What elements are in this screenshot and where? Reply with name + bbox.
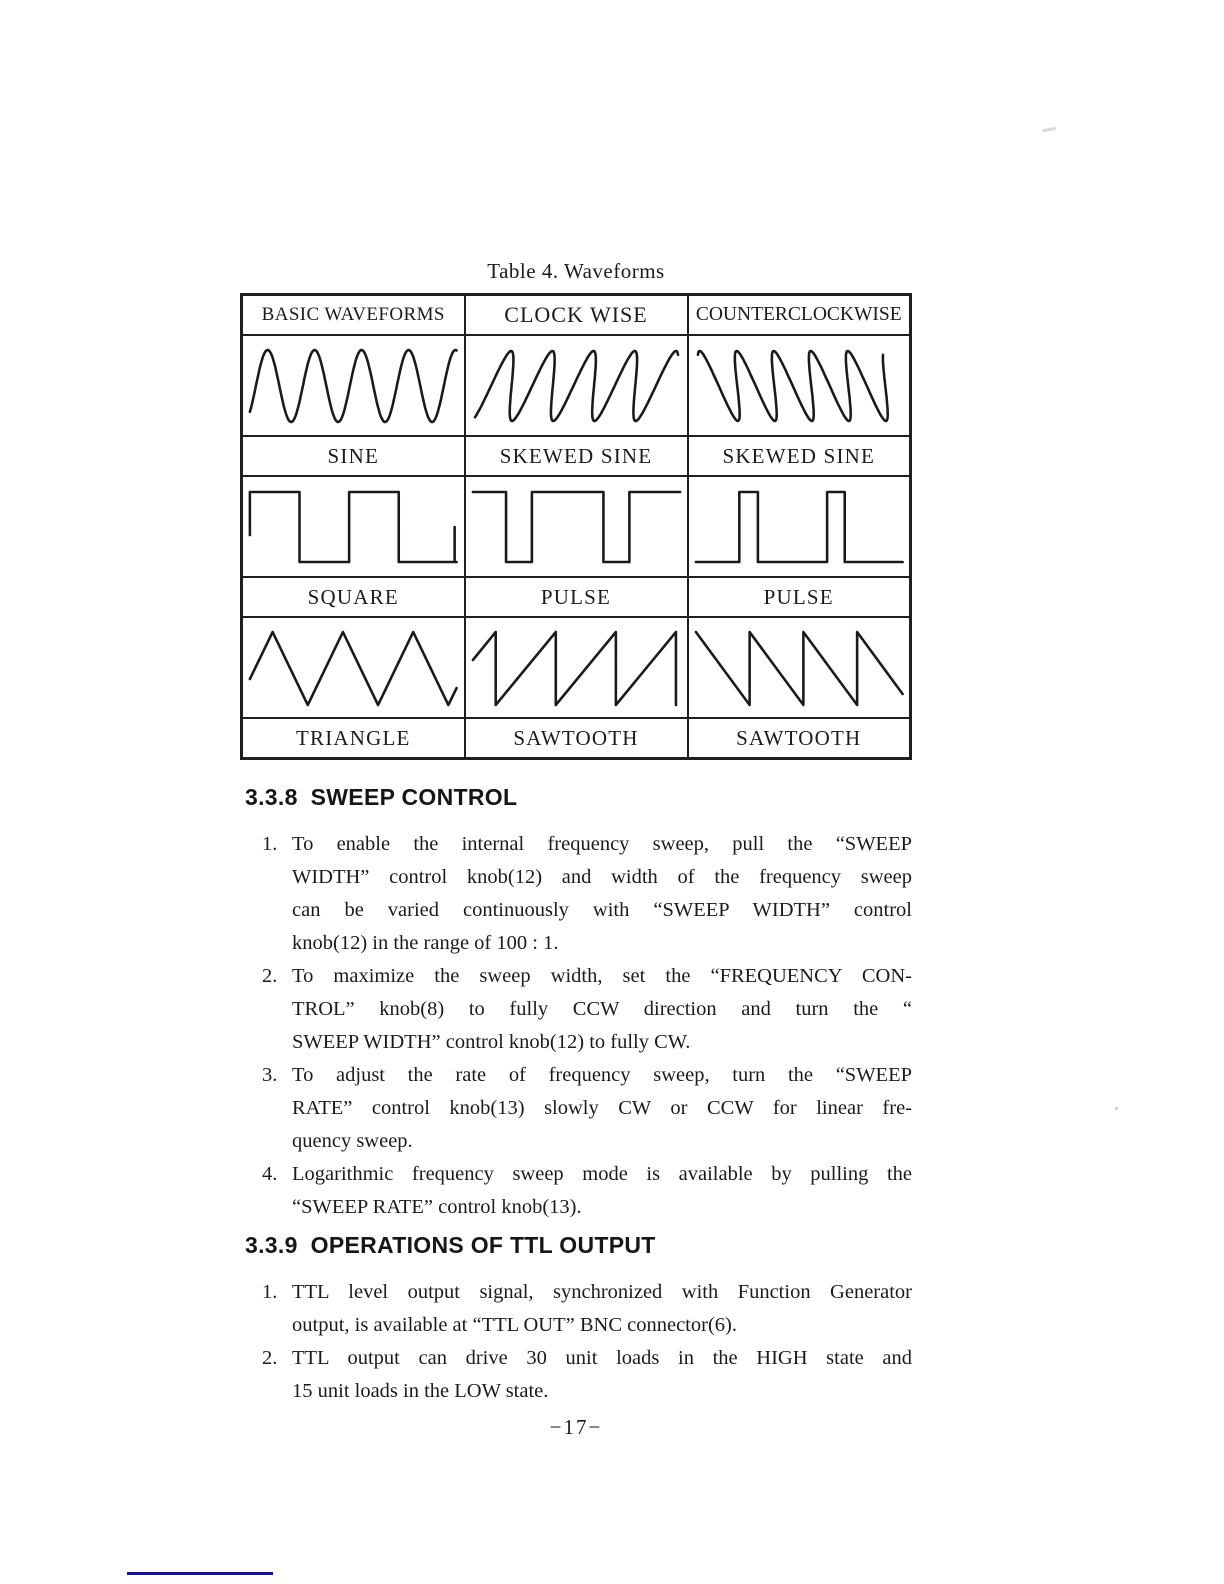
list-item-number: 4. bbox=[262, 1163, 278, 1185]
triangle-waveform-path bbox=[250, 632, 457, 705]
pulse-high-waveform-drawing bbox=[466, 477, 687, 576]
text-line: TTL output can drive 30 unit loads in the HIGH state and bbox=[292, 1347, 912, 1369]
waveform-label: PULSE bbox=[465, 577, 688, 617]
waveform-table-body bbox=[242, 295, 911, 759]
triangle-waveform-drawing bbox=[243, 618, 464, 717]
sawtooth-ccw-waveform-drawing bbox=[689, 618, 910, 717]
list-item-text bbox=[292, 960, 912, 1059]
text-line: can be varied continuously with “SWEEP WIDTH” control bbox=[292, 899, 912, 921]
waveform-cell-sawtooth-ccw bbox=[688, 617, 911, 718]
text-line: TROL” knob(8) to fully CCW direction and turn the “ bbox=[292, 998, 912, 1020]
waveform-label-row bbox=[242, 718, 911, 759]
section-heading bbox=[245, 782, 912, 812]
text-line: knob(12) in the range of 100 : 1. bbox=[292, 932, 559, 954]
list-item bbox=[240, 1059, 912, 1158]
pulse-low-waveform-drawing bbox=[689, 477, 910, 576]
list-item-text bbox=[292, 828, 912, 960]
list-item bbox=[240, 1276, 912, 1342]
waveform-cell-sine bbox=[242, 335, 465, 436]
list-item-text bbox=[292, 1158, 912, 1224]
waveform-label: SAWTOOTH bbox=[465, 718, 688, 759]
waveform-cell-triangle bbox=[242, 617, 465, 718]
skewed-sine-cw-waveform-drawing bbox=[466, 336, 687, 435]
scan-artifact-dot bbox=[1115, 1107, 1118, 1110]
waveform-label: SKEWED SINE bbox=[465, 436, 688, 476]
waveform-label: SQUARE bbox=[242, 577, 465, 617]
text-line: output, is available at “TTL OUT” BNC connector(6). bbox=[292, 1314, 737, 1336]
list-item bbox=[240, 960, 912, 1059]
text-line: To enable the internal frequency sweep, pull the “SWEEP bbox=[292, 833, 912, 855]
list-item-text bbox=[292, 1276, 912, 1342]
sine-waveform-path bbox=[250, 350, 457, 422]
waveform-cell-skewed-sine-ccw bbox=[688, 335, 911, 436]
text-line: Logarithmic frequency sweep mode is available by pulling the bbox=[292, 1163, 912, 1185]
skewed-sine-ccw-waveform-path bbox=[697, 351, 887, 421]
waveform-label: TRIANGLE bbox=[242, 718, 465, 759]
section-title: OPERATIONS OF TTL OUTPUT bbox=[310, 1232, 656, 1258]
waveform-cell-pulse-high bbox=[465, 476, 688, 577]
sawtooth-cw-waveform-path bbox=[472, 632, 675, 705]
skewed-sine-ccw-waveform-drawing bbox=[689, 336, 910, 435]
waveform-label: SAWTOOTH bbox=[688, 718, 911, 759]
page-content bbox=[240, 256, 912, 1442]
text-line: WIDTH” control knob(12) and width of the frequency sweep bbox=[292, 866, 912, 888]
square-waveform-path bbox=[250, 492, 457, 562]
section-list bbox=[240, 828, 912, 1224]
sine-waveform-drawing bbox=[243, 336, 464, 435]
column-header: BASIC WAVEFORMS bbox=[242, 295, 465, 336]
text-line: RATE” control knob(13) slowly CW or CCW for linear fre- bbox=[292, 1097, 912, 1119]
list-item-text bbox=[292, 1059, 912, 1158]
section-heading bbox=[245, 1230, 912, 1260]
text-line: 15 unit loads in the LOW state. bbox=[292, 1380, 549, 1402]
section-number: 3.3.9 bbox=[245, 1232, 298, 1258]
waveform-cell-pulse-low bbox=[688, 476, 911, 577]
waveform-label: SKEWED SINE bbox=[688, 436, 911, 476]
section-number: 3.3.8 bbox=[245, 784, 298, 810]
waveform-table bbox=[240, 293, 912, 760]
text-line: To maximize the sweep width, set the “FREQUENCY CON- bbox=[292, 965, 912, 987]
waveform-table-container bbox=[240, 293, 912, 760]
text-line: SWEEP WIDTH” control knob(12) to fully CW. bbox=[292, 1031, 691, 1053]
list-item bbox=[240, 828, 912, 960]
text-line: “SWEEP RATE” control knob(13). bbox=[292, 1196, 582, 1218]
text-line: TTL level output signal, synchronized with Function Generator bbox=[292, 1281, 912, 1303]
table-header-row bbox=[242, 295, 911, 336]
waveform-cell-square bbox=[242, 476, 465, 577]
list-item bbox=[240, 1158, 912, 1224]
scan-artifact-mark bbox=[1042, 127, 1056, 132]
list-item-number: 2. bbox=[262, 965, 278, 987]
waveform-cell-skewed-sine-cw bbox=[465, 335, 688, 436]
pulse-high-waveform-path bbox=[472, 492, 679, 562]
blue-underline-mark bbox=[127, 1572, 273, 1575]
column-header: COUNTERCLOCKWISE bbox=[688, 295, 911, 336]
waveform-row bbox=[242, 617, 911, 718]
list-item-number: 1. bbox=[262, 833, 278, 855]
list-item-number: 3. bbox=[262, 1064, 278, 1086]
waveform-label-row bbox=[242, 577, 911, 617]
skewed-sine-cw-waveform-path bbox=[474, 351, 677, 421]
pulse-low-waveform-path bbox=[695, 492, 902, 562]
list-item-number: 2. bbox=[262, 1347, 278, 1369]
waveform-label-row bbox=[242, 436, 911, 476]
sawtooth-cw-waveform-drawing bbox=[466, 618, 687, 717]
waveform-label: SINE bbox=[242, 436, 465, 476]
text-sections bbox=[240, 782, 912, 1408]
square-waveform-drawing bbox=[243, 477, 464, 576]
list-item-number: 1. bbox=[262, 1281, 278, 1303]
sawtooth-ccw-waveform-path bbox=[695, 632, 902, 705]
waveform-cell-sawtooth-cw bbox=[465, 617, 688, 718]
text-line: To adjust the rate of frequency sweep, turn the “SWEEP bbox=[292, 1064, 912, 1086]
section-title: SWEEP CONTROL bbox=[310, 784, 518, 810]
list-item bbox=[240, 1342, 912, 1408]
waveform-row bbox=[242, 476, 911, 577]
waveform-label: PULSE bbox=[688, 577, 911, 617]
waveform-row bbox=[242, 335, 911, 436]
section-list bbox=[240, 1276, 912, 1408]
page-number: −17− bbox=[549, 1415, 603, 1439]
table-title: Table 4. Waveforms bbox=[487, 259, 665, 283]
text-line: quency sweep. bbox=[292, 1130, 413, 1152]
list-item-text bbox=[292, 1342, 912, 1408]
column-header: CLOCK WISE bbox=[465, 295, 688, 336]
